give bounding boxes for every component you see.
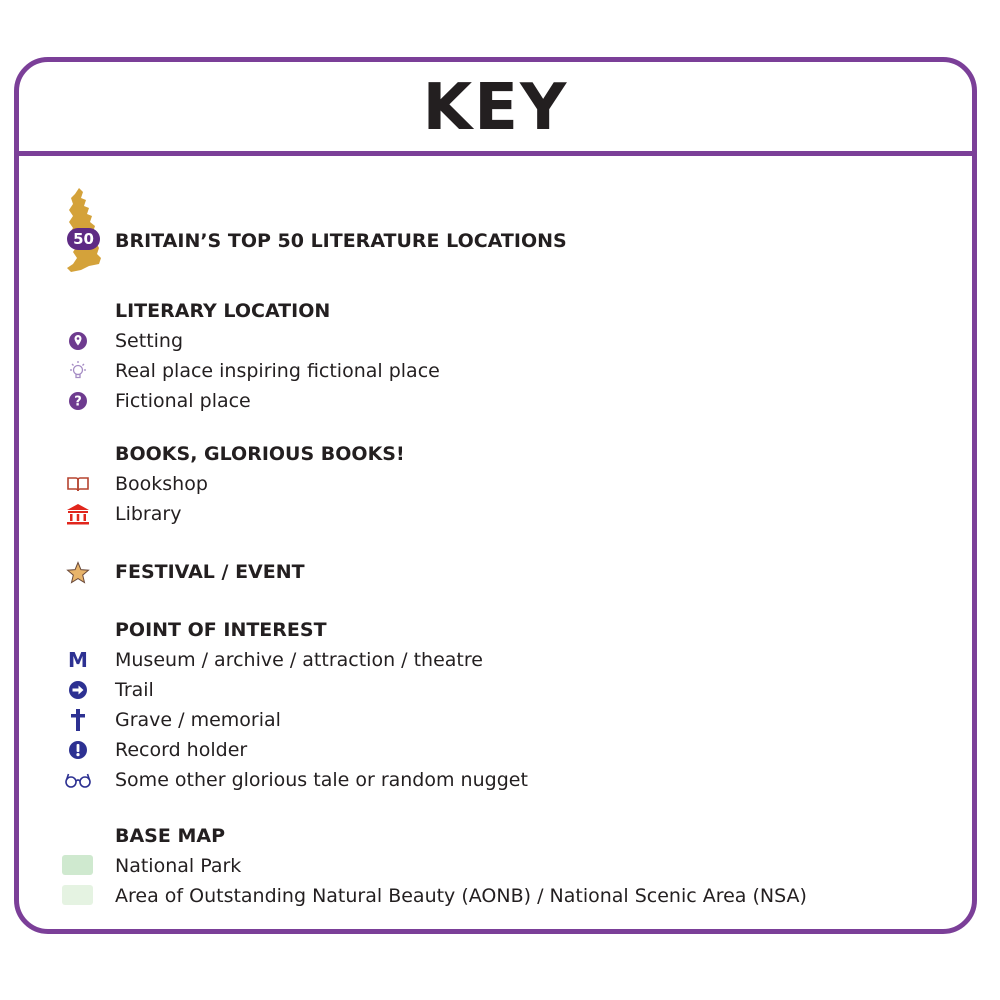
aonb-swatch — [62, 885, 93, 905]
museum-m-icon — [63, 645, 93, 675]
library-building-icon — [63, 499, 93, 529]
festival-label: FESTIVAL / EVENT — [115, 561, 305, 583]
legend-label: Some other glorious tale or random nugget — [115, 769, 528, 791]
legend-item-aonb — [19, 881, 919, 911]
key-title: KEY — [422, 71, 569, 145]
legend-label: National Park — [115, 855, 242, 877]
legend-label: Setting — [115, 330, 184, 352]
title-bar — [19, 62, 972, 156]
key-panel — [14, 57, 977, 934]
legend-label: Trail — [115, 679, 154, 701]
books-heading: BOOKS, GLORIOUS BOOKS! — [115, 443, 405, 465]
star-icon — [63, 558, 93, 588]
legend-label: Record holder — [115, 739, 248, 761]
point-of-interest-heading: POINT OF INTEREST — [115, 619, 327, 641]
legend-item-grave — [19, 705, 919, 735]
legend-label: Museum / archive / attraction / theatre — [115, 649, 483, 671]
lightbulb-icon — [63, 356, 93, 386]
legend-item-trail — [19, 675, 919, 705]
legend-item-festival — [19, 558, 919, 588]
legend-item-record-holder — [19, 735, 919, 765]
legend-item-library — [19, 499, 919, 529]
top50-badge: 50 — [67, 228, 100, 250]
legend-label: Real place inspiring fictional place — [115, 360, 440, 382]
legend-label: Grave / memorial — [115, 709, 281, 731]
glasses-icon — [63, 765, 93, 795]
base-map-heading: BASE MAP — [115, 825, 226, 847]
legend-label: Area of Outstanding Natural Beauty (AONB) / National Scenic Area (NSA) — [115, 885, 807, 907]
top50-label: BRITAIN’S TOP 50 LITERATURE LOCATIONS — [115, 230, 567, 252]
legend-item-setting — [19, 326, 919, 356]
legend-label: Library — [115, 503, 182, 525]
legend-item-museum — [19, 645, 919, 675]
question-icon — [63, 386, 93, 416]
museum-m-mark: M — [68, 648, 88, 672]
legend-item-fictional-place — [19, 386, 919, 416]
legend-item-nugget — [19, 765, 919, 795]
trail-arrow-icon — [63, 675, 93, 705]
legend-label: Fictional place — [115, 390, 251, 412]
national-park-swatch — [62, 855, 93, 875]
cross-icon — [63, 705, 93, 735]
legend-item-national-park — [19, 851, 919, 881]
setting-pin-icon — [63, 326, 93, 356]
legend-item-real-place — [19, 356, 919, 386]
open-book-icon — [63, 469, 93, 499]
svg-text:?: ? — [74, 394, 82, 410]
legend-item-bookshop — [19, 469, 919, 499]
legend-label: Bookshop — [115, 473, 208, 495]
literary-location-heading: LITERARY LOCATION — [115, 300, 331, 322]
exclamation-icon — [63, 735, 93, 765]
